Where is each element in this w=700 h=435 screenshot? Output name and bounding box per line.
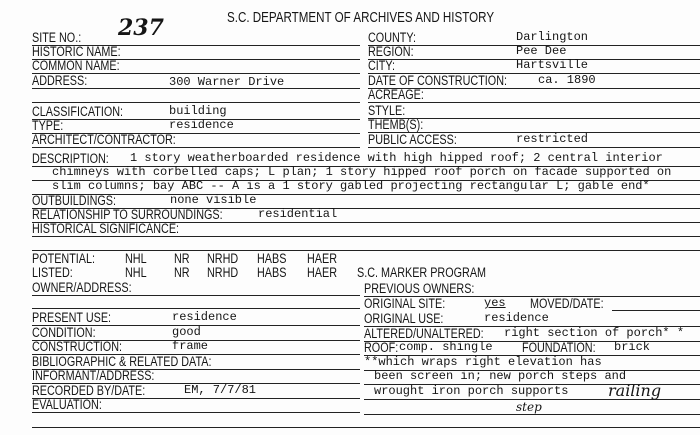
- potential-nhl: NHL: [125, 251, 147, 266]
- label: MOVED/DATE:: [530, 296, 604, 311]
- label: COUNTY:: [368, 30, 417, 45]
- address-value: 300 Warner Drive: [169, 75, 285, 89]
- listed-nrhd: NRHD: [207, 265, 239, 280]
- label: ROOF:: [364, 340, 399, 355]
- form-title: S.C. DEPARTMENT OF ARCHIVES AND HISTORY: [227, 10, 495, 26]
- label: EVALUATION:: [32, 397, 102, 412]
- label: HISTORIC NAME:: [32, 44, 121, 59]
- address-field: [32, 74, 360, 89]
- original-use-field: [364, 312, 700, 327]
- label: OWNER/ADDRESS:: [32, 280, 132, 295]
- listed-nr: NR: [174, 265, 190, 280]
- label: HISTORICAL SIGNIFICANCE:: [32, 221, 180, 236]
- description-line: chimneys with corbelled caps; L plan; 1 story hipped roof porch on facade supported on: [52, 165, 672, 179]
- potential-haer: HAER: [307, 251, 338, 266]
- county-value: Darlington: [516, 30, 589, 44]
- listed-haer: HAER: [307, 265, 338, 280]
- handwritten-step: step: [516, 400, 542, 414]
- owner-field: [32, 281, 360, 296]
- label: RELATIONSHIP TO SURROUNDINGS:: [32, 207, 223, 222]
- significance-field: [32, 222, 700, 237]
- label: ARCHITECT/CONTRACTOR:: [32, 132, 176, 147]
- public-access-field: [368, 133, 700, 148]
- original-use-value: residence: [484, 311, 549, 325]
- label: CITY:: [368, 58, 396, 73]
- city-value: Hartsville: [516, 58, 589, 72]
- potential-nrhd: NRHD: [207, 251, 239, 266]
- description-line: 1 story weatherboarded residence with high hipped roof; 2 central interior: [130, 151, 663, 165]
- site-number: 237: [118, 15, 164, 41]
- classification-value: building: [169, 104, 227, 118]
- label: INFORMANT/ADDRESS:: [32, 368, 155, 383]
- label: ALTERED/UNALTERED:: [364, 326, 484, 341]
- note-text: **which wraps right elevation has: [364, 355, 602, 369]
- present-use-field: [32, 311, 360, 326]
- moved-line: [612, 310, 700, 311]
- label: ORIGINAL USE:: [364, 311, 444, 326]
- acreage-field: [368, 88, 700, 103]
- construction-field: [32, 340, 360, 355]
- label: THEMB(S):: [368, 117, 424, 132]
- description-line: slim columns; bay ABC -- A is a 1 story gabled projecting rectangular L; gable end*: [52, 179, 650, 193]
- label: RECORDED BY/DATE:: [32, 383, 146, 398]
- divider: [32, 102, 360, 103]
- access-value: restricted: [516, 132, 589, 146]
- label: ACREAGE:: [368, 87, 424, 102]
- label: SITE NO.:: [32, 30, 82, 45]
- roof-field: [364, 341, 700, 356]
- bottom-divider: [32, 427, 700, 428]
- city-field: [368, 59, 700, 74]
- label: ORIGINAL SITE:: [364, 296, 446, 311]
- listed-nhl: NHL: [125, 265, 147, 280]
- original-site-value: yes: [484, 296, 506, 310]
- altered-value: right section of porch* *: [504, 326, 685, 340]
- architect-field: [32, 133, 360, 148]
- date-value: ca. 1890: [538, 73, 596, 87]
- recorded-value: EM, 7/7/81: [184, 383, 257, 397]
- label: CONSTRUCTION:: [32, 339, 122, 354]
- informant-field: [32, 369, 360, 384]
- outbuildings-value: none visible: [170, 193, 257, 207]
- foundation-value: brick: [614, 340, 651, 354]
- description-line-row: [32, 180, 700, 195]
- label: DESCRIPTION:: [32, 151, 109, 166]
- listed-habs: HABS: [257, 265, 287, 280]
- note-text: wrought iron porch supports: [374, 384, 569, 398]
- divider: [364, 414, 700, 415]
- label: PRESENT USE:: [32, 310, 112, 325]
- potential-nr: NR: [174, 251, 190, 266]
- present-use-value: residence: [172, 310, 237, 324]
- original-site-field: [364, 297, 700, 311]
- label: OUTBUILDINGS:: [32, 193, 117, 208]
- condition-value: good: [172, 325, 201, 339]
- type-value: residence: [169, 118, 234, 132]
- relationship-value: residential: [258, 207, 338, 221]
- label: FOUNDATION:: [522, 340, 596, 355]
- potential-habs: HABS: [257, 251, 287, 266]
- label: ADDRESS:: [32, 73, 88, 88]
- evaluation-field: [32, 398, 360, 413]
- themes-field: [368, 118, 700, 133]
- label: REGION:: [368, 44, 414, 59]
- label: BIBLIOGRAPHIC & RELATED DATA:: [32, 354, 212, 369]
- label: PREVIOUS OWNERS:: [364, 281, 475, 296]
- region-value: Pee Dee: [516, 44, 567, 58]
- handwritten-railing: railing: [608, 381, 662, 400]
- listed-label: LISTED:: [32, 265, 73, 280]
- previous-owners-field: [364, 282, 700, 297]
- label: DATE OF CONSTRUCTION:: [368, 73, 507, 88]
- roof-value: comp. shingle: [399, 340, 493, 354]
- label: COMMON NAME:: [32, 58, 120, 73]
- divider: [32, 308, 360, 309]
- label: STYLE:: [368, 103, 406, 118]
- note-text: been screen in; new porch steps and: [374, 369, 627, 383]
- common-name-field: [32, 59, 360, 74]
- label: CLASSIFICATION:: [32, 104, 124, 119]
- construction-value: frame: [172, 339, 209, 353]
- label: PUBLIC ACCESS:: [368, 132, 457, 147]
- potential-label: POTENTIAL:: [32, 251, 96, 266]
- label: CONDITION:: [32, 325, 96, 340]
- marker-program: S.C. MARKER PROGRAM: [357, 265, 487, 280]
- label: TYPE:: [32, 118, 64, 133]
